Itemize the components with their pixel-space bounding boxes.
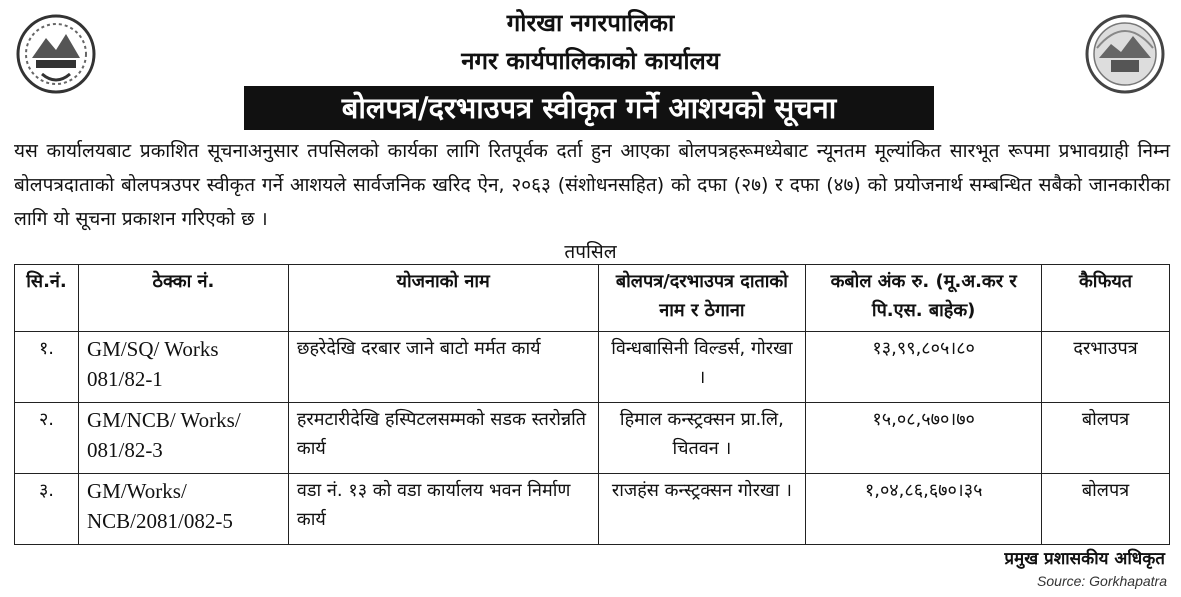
header-sn: सि.नं. xyxy=(15,265,79,332)
header-project: योजनाको नाम xyxy=(288,265,598,332)
row-project: छहरेदेखि दरबार जाने बाटो मर्मत कार्य xyxy=(288,332,598,403)
row-contract: GM/NCB/ Works/ 081/82-3 xyxy=(78,403,288,474)
signer-title: प्रमुख प्रशासकीय अधिकृत xyxy=(1004,549,1165,569)
row-contract: GM/Works/ NCB/2081/082-5 xyxy=(78,474,288,545)
header-remarks: कैफियत xyxy=(1042,265,1170,332)
header-contract: ठेक्का नं. xyxy=(78,265,288,332)
row-remarks: बोलपत्र xyxy=(1042,403,1170,474)
notice-body: यस कार्यालयबाट प्रकाशित सूचनाअनुसार तपसिलको कार्यका लागि रितपूर्वक दर्ता हुन आएका बोलपत्रहरूमध्येबाट न्यूनतम मूल्यांकित सारभूत रूपमा प्रभावग्राही निम्न बोलपत्रदाताको बोलपत्रउपर स्वीकृत गर्ने आशयले सार्वजनिक खरिद ऐन, २०६३ (संशोधनसहित) को दफा (२७) र दफा (४७) को प्रयोजनार्थ सम्बन्धित सबैको जानकारीका लागि यो सूचना प्रकाशन गरिएको छ । xyxy=(14,140,1170,230)
row-bidder: विन्धबासिनी विल्डर्स, गोरखा । xyxy=(598,332,806,403)
row-remarks: दरभाउपत्र xyxy=(1042,332,1170,403)
row-contract: GM/SQ/ Works 081/82-1 xyxy=(78,332,288,403)
row-remarks: बोलपत्र xyxy=(1042,474,1170,545)
table-row xyxy=(15,332,1170,403)
row-sn: १. xyxy=(15,332,79,403)
table-header-row xyxy=(15,265,1170,332)
source-credit: Source: Gorkhapatra xyxy=(1037,573,1167,589)
table-row xyxy=(15,403,1170,474)
office-subtitle: नगर कार्यपालिकाको कार्यालय xyxy=(461,47,720,75)
row-amount: १३,९९,८०५।८० xyxy=(806,332,1042,403)
row-project: वडा नं. १३ को वडा कार्यालय भवन निर्माण कार्य xyxy=(288,474,598,545)
row-amount: १५,०८,५७०।७० xyxy=(806,403,1042,474)
bid-table xyxy=(14,264,1170,545)
table-row xyxy=(15,474,1170,545)
header-bidder: बोलपत्र/दरभाउपत्र दाताको नाम र ठेगाना xyxy=(598,265,806,332)
row-project: हरमटारीदेखि हस्पिटलसम्मको सडक स्तरोन्नति कार्य xyxy=(288,403,598,474)
row-sn: ३. xyxy=(15,474,79,545)
notice-heading: बोलपत्र/दरभाउपत्र स्वीकृत गर्ने आशयको सूचना xyxy=(244,86,934,130)
table-caption: तपसिल xyxy=(564,241,617,263)
row-bidder: हिमाल कन्स्ट्रक्सन प्रा.लि, चितवन । xyxy=(598,403,806,474)
row-bidder: राजहंस कन्स्ट्रक्सन गोरखा । xyxy=(598,474,806,545)
row-amount: १,०४,८६,६७०।३५ xyxy=(806,474,1042,545)
header-amount: कबोल अंक रु. (मू.अ.कर र पि.एस. बाहेक) xyxy=(806,265,1042,332)
row-sn: २. xyxy=(15,403,79,474)
office-name: गोरखा नगरपालिका xyxy=(506,9,675,37)
